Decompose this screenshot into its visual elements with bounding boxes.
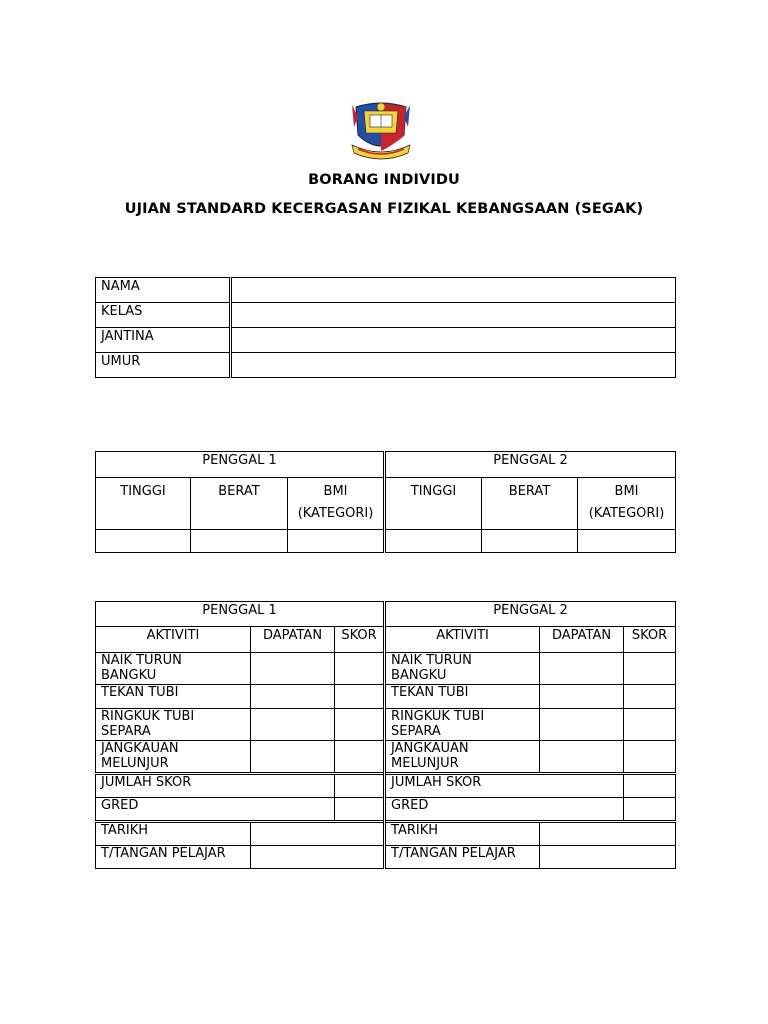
activity-line: BANGKU	[101, 668, 157, 683]
grade-label-term1: GRED	[96, 798, 335, 822]
activity-line: MELUNJUR	[391, 756, 459, 771]
activity-sit-reach-term2	[385, 741, 540, 774]
result-cell[interactable]	[540, 653, 624, 685]
score-cell[interactable]	[335, 653, 385, 685]
identity-table	[95, 277, 676, 378]
grade-cell[interactable]	[335, 798, 385, 822]
height-header-term1: TINGGI	[96, 478, 191, 530]
grade-label-term2: GRED	[385, 798, 624, 822]
activity-curl-up-term2	[385, 709, 540, 741]
activity-line: MELUNJUR	[101, 756, 169, 771]
table-row	[96, 278, 676, 303]
activity-table	[95, 601, 676, 869]
activity-curl-up-term1	[96, 709, 251, 741]
bmi-value-term2[interactable]	[578, 530, 676, 553]
signature-label-term1: T/TANGAN PELAJAR	[96, 846, 251, 869]
gender-label: JANTINA	[96, 328, 231, 353]
class-label: KELAS	[96, 303, 231, 328]
date-label-term2: TARIKH	[385, 822, 540, 846]
table-row	[96, 602, 676, 627]
table-row	[96, 774, 676, 798]
grade-cell[interactable]	[624, 798, 676, 822]
score-cell[interactable]	[624, 653, 676, 685]
class-field[interactable]	[231, 303, 676, 328]
bmi-category-label: (KATEGORI)	[588, 506, 665, 521]
activity-step-up-term2	[385, 653, 540, 685]
signature-label-term2: T/TANGAN PELAJAR	[385, 846, 540, 869]
col-activity-term2: AKTIVITI	[385, 627, 540, 653]
table-row	[96, 530, 676, 553]
activity-push-up-term1: TEKAN TUBI	[96, 685, 251, 709]
table-row	[96, 846, 676, 869]
table-row	[96, 798, 676, 822]
activity-term1-header: PENGGAL 1	[96, 602, 385, 627]
score-cell[interactable]	[335, 685, 385, 709]
age-label: UMUR	[96, 353, 231, 378]
height-value-term2[interactable]	[385, 530, 482, 553]
score-cell[interactable]	[624, 741, 676, 774]
bmi-header-term1	[288, 478, 385, 530]
col-result-term2: DAPATAN	[540, 627, 624, 653]
table-row	[96, 627, 676, 653]
total-score-cell[interactable]	[335, 774, 385, 798]
gender-field[interactable]	[231, 328, 676, 353]
total-score-label-term2: JUMLAH SKOR	[385, 774, 624, 798]
bmi-term1-header: PENGGAL 1	[96, 452, 385, 478]
height-value-term1[interactable]	[96, 530, 191, 553]
activity-line: NAIK TURUN	[101, 653, 182, 668]
activity-line: SEPARA	[391, 724, 441, 739]
result-cell[interactable]	[251, 741, 335, 774]
col-score-term1: SKOR	[335, 627, 385, 653]
col-activity-term1: AKTIVITI	[96, 627, 251, 653]
result-cell[interactable]	[251, 685, 335, 709]
school-crest-icon	[346, 97, 416, 163]
table-row	[96, 653, 676, 685]
table-row	[96, 709, 676, 741]
bmi-label: BMI	[614, 484, 639, 499]
table-row	[96, 685, 676, 709]
table-row	[96, 741, 676, 774]
weight-value-term2[interactable]	[482, 530, 578, 553]
activity-line: SEPARA	[101, 724, 151, 739]
activity-push-up-term2: TEKAN TUBI	[385, 685, 540, 709]
col-result-term1: DAPATAN	[251, 627, 335, 653]
bmi-header-term2	[578, 478, 676, 530]
bmi-table	[95, 451, 676, 553]
activity-line: RINGKUK TUBI	[101, 709, 195, 724]
bmi-label: BMI	[323, 484, 348, 499]
score-cell[interactable]	[624, 685, 676, 709]
table-row	[96, 328, 676, 353]
result-cell[interactable]	[540, 685, 624, 709]
total-score-cell[interactable]	[624, 774, 676, 798]
result-cell[interactable]	[540, 741, 624, 774]
name-label: NAMA	[96, 278, 231, 303]
form-subtitle: UJIAN STANDARD KECERGASAN FIZIKAL KEBANGSAAN (SEGAK)	[124, 201, 644, 217]
table-row	[96, 303, 676, 328]
bmi-value-term1[interactable]	[288, 530, 385, 553]
age-field[interactable]	[231, 353, 676, 378]
signature-field-term2[interactable]	[540, 846, 676, 869]
result-cell[interactable]	[251, 709, 335, 741]
activity-sit-reach-term1	[96, 741, 251, 774]
activity-step-up-term1	[96, 653, 251, 685]
total-score-label-term1: JUMLAH SKOR	[96, 774, 335, 798]
signature-field-term1[interactable]	[251, 846, 385, 869]
activity-line: NAIK TURUN	[391, 653, 472, 668]
bmi-category-label: (KATEGORI)	[297, 506, 374, 521]
activity-line: RINGKUK TUBI	[391, 709, 485, 724]
weight-value-term1[interactable]	[191, 530, 288, 553]
score-cell[interactable]	[335, 709, 385, 741]
weight-header-term1: BERAT	[191, 478, 288, 530]
table-row	[96, 353, 676, 378]
height-header-term2: TINGGI	[385, 478, 482, 530]
weight-header-term2: BERAT	[482, 478, 578, 530]
activity-line: BANGKU	[391, 668, 447, 683]
activity-term2-header: PENGGAL 2	[385, 602, 676, 627]
table-row	[96, 822, 676, 846]
result-cell[interactable]	[540, 709, 624, 741]
activity-line: JANGKAUAN	[101, 741, 179, 756]
score-cell[interactable]	[335, 741, 385, 774]
date-field-term2[interactable]	[540, 822, 676, 846]
date-label-term1: TARIKH	[96, 822, 251, 846]
score-cell[interactable]	[624, 709, 676, 741]
result-cell[interactable]	[251, 653, 335, 685]
table-row	[96, 478, 676, 530]
bmi-term2-header: PENGGAL 2	[385, 452, 676, 478]
form-title: BORANG INDIVIDU	[308, 172, 460, 188]
activity-line: JANGKAUAN	[391, 741, 469, 756]
col-score-term2: SKOR	[624, 627, 676, 653]
name-field[interactable]	[231, 278, 676, 303]
date-field-term1[interactable]	[251, 822, 385, 846]
table-row	[96, 452, 676, 478]
